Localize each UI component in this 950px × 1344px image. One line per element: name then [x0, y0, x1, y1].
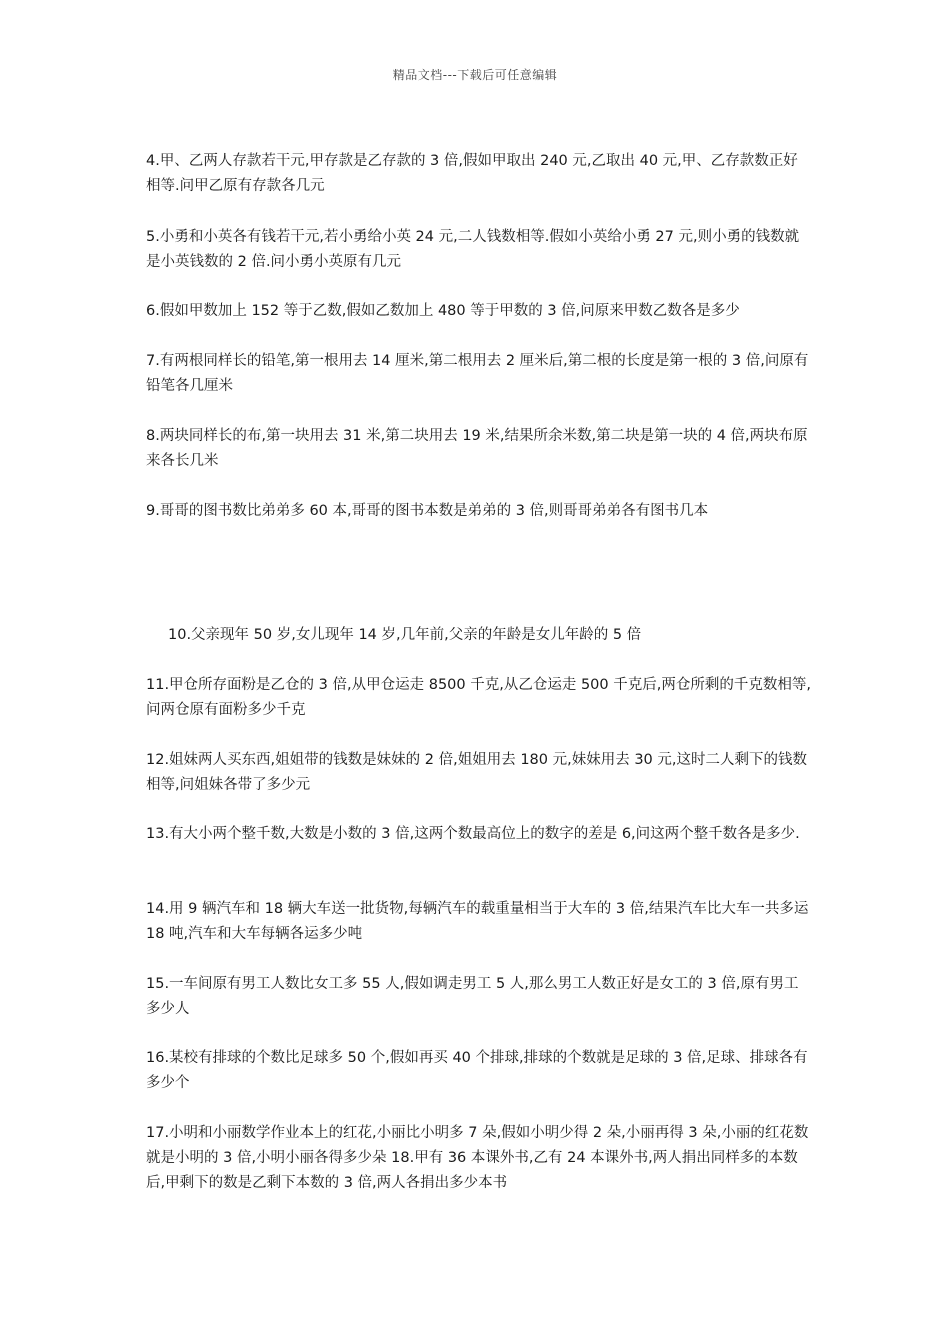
problem-11: 11.甲仓所存面粉是乙仓的 3 倍,从甲仓运走 8500 千克,从乙仓运走 500 千克后,两仓所剩的千克数相等,问两仓原有面粉多少千克 [146, 677, 811, 718]
problem-9: 9.哥哥的图书数比弟弟多 60 本,哥哥的图书本数是弟弟的 3 倍,则哥哥弟弟各有图书几本 [146, 503, 709, 519]
problem-4: 4.甲、乙两人存款若干元,甲存款是乙存款的 3 倍,假如甲取出 240 元,乙取出 40 元,甲、乙存款数正好相等.问甲乙原有存款各几元 [146, 153, 798, 194]
problem-17-18: 17.小明和小丽数学作业本上的红花,小丽比小明多 7 朵,假如小明少得 2 朵,小丽再得 3 朵,小丽的红花数就是小明的 3 倍,小明小丽各得多少朵 18.甲有 36 本课外书,乙有 24 本课外书,两人捐出同样多的本数后,甲剩下的数是乙剩下本数的 3 倍,两人各捐出多少本书 [146, 1125, 809, 1191]
problem-16: 16.某校有排球的个数比足球多 50 个,假如再买 40 个排球,排球的个数就是足球的 3 倍,足球、排球各有多少个 [146, 1050, 808, 1091]
problem-14: 14.用 9 辆汽车和 18 辆大车送一批货物,每辆汽车的载重量相当于大车的 3 倍,结果汽车比大车一共多运 18 吨,汽车和大车每辆各运多少吨 [146, 901, 809, 942]
problem-8: 8.两块同样长的布,第一块用去 31 米,第二块用去 19 米,结果所余米数,第二块是第一块的 4 倍,两块布原来各长几米 [146, 428, 808, 469]
problem-12: 12.姐妹两人买东西,姐姐带的钱数是妹妹的 2 倍,姐姐用去 180 元,妹妹用去 30 元,这时二人剩下的钱数相等,问姐妹各带了多少元 [146, 752, 807, 793]
problem-5: 5.小勇和小英各有钱若干元,若小勇给小英 24 元,二人钱数相等.假如小英给小勇 27 元,则小勇的钱数就是小英钱数的 2 倍.问小勇小英原有几元 [146, 229, 800, 270]
problem-13: 13.有大小两个整千数,大数是小数的 3 倍,这两个数最高位上的数字的差是 6,问这两个整千数各是多少. [146, 826, 800, 842]
page-header: 精品文档---下载后可任意编辑 [392, 68, 558, 82]
problem-10: 10.父亲现年 50 岁,女儿现年 14 岁,几年前,父亲的年龄是女儿年龄的 5 倍 [168, 627, 642, 643]
problem-7: 7.有两根同样长的铅笔,第一根用去 14 厘米,第二根用去 2 厘米后,第二根的长度是第一根的 3 倍,问原有铅笔各几厘米 [146, 353, 809, 394]
problem-6: 6.假如甲数加上 152 等于乙数,假如乙数加上 480 等于甲数的 3 倍,问原来甲数乙数各是多少 [146, 303, 740, 319]
problem-15: 15.一车间原有男工人数比女工多 55 人,假如调走男工 5 人,那么男工人数正好是女工的 3 倍,原有男工多少人 [146, 976, 799, 1017]
